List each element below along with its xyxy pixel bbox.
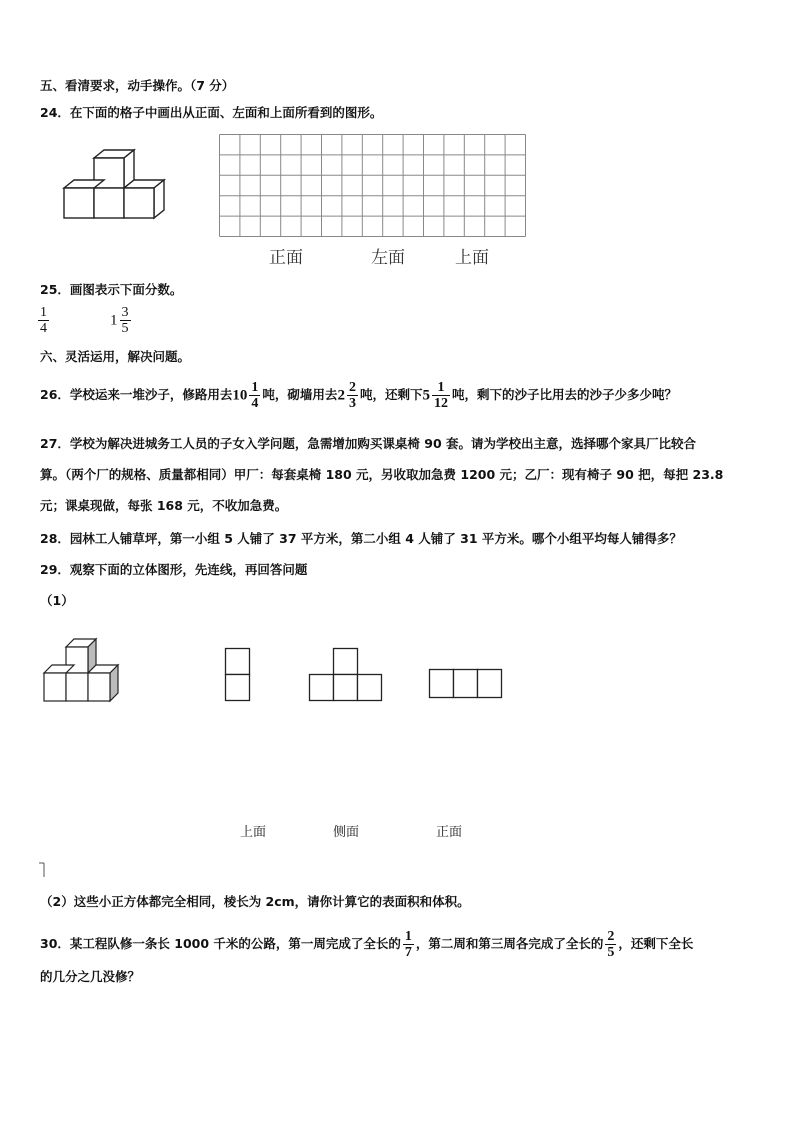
fraction-denominator: 12 [433, 396, 448, 411]
fraction-denominator: 3 [348, 396, 356, 411]
question-26 [40, 380, 677, 411]
fraction-numerator: 1 [432, 380, 450, 396]
fraction-denominator: 4 [251, 396, 259, 411]
question-27-number: 27． [40, 436, 70, 451]
question-30-number: 30． [40, 936, 70, 951]
question-26-text-1: 学校运来一堆沙子，修路用去 [69, 387, 233, 402]
question-29-number: 29． [40, 562, 70, 577]
question-30-text-3: ，还剩下全长 [618, 936, 694, 951]
question-28-text: 园林工人铺草坪，第一小组 5 人铺了 37 平方米，第二小组 4 人铺了 31 平方米。哪个小组平均每人铺得多？ [69, 531, 682, 546]
question-30-line-2: 的几分之几没修？ [40, 969, 141, 984]
q29-view-vertical[interactable] [225, 648, 255, 703]
fraction-numerator: 2 [348, 380, 356, 395]
question-27-line-3: 元；课桌现做，每张 168 元，不收加急费。 [40, 498, 288, 513]
question-28 [40, 530, 682, 548]
fraction-whole: 10 [232, 387, 248, 404]
fraction-numerator: 1 [251, 380, 259, 395]
question-27-line-2: 算。（两个厂的规格、质量都相同）甲厂：每套桌椅 180 元，另收取加急费 1200 元；乙厂：现有椅子 90 把，每把 23.8 [40, 467, 724, 482]
fraction-whole: 1 [110, 312, 118, 329]
q24-drawing-grid[interactable] [219, 134, 529, 239]
question-25-text: 画图表示下面分数。 [69, 282, 183, 297]
view-label-front: 正面 [436, 825, 463, 840]
question-30-line-1 [40, 929, 693, 960]
fraction-denominator: 5 [121, 321, 129, 336]
grid-label-front: 正面 [269, 248, 303, 268]
fraction-numerator: 1 [404, 929, 412, 944]
q25-fraction-1 [36, 305, 51, 336]
q29-view-t-shape[interactable] [309, 648, 389, 703]
fraction-denominator: 7 [404, 945, 412, 960]
grid-label-top: 上面 [455, 248, 489, 268]
grid-label-left: 左面 [371, 248, 405, 268]
question-24-number: 24． [40, 105, 70, 120]
fraction-whole: 2 [337, 387, 345, 404]
question-30-text-2: ，第二周和第三周各完成了全长的 [415, 936, 604, 951]
q25-fraction-2 [110, 305, 133, 336]
question-27-text-1: 学校为解决进城务工人员的子女入学问题，急需增加购买课桌椅 90 套。请为学校出主意，选择哪个家具厂比较合 [69, 436, 697, 451]
q29-view-horizontal[interactable] [429, 669, 509, 704]
view-label-side: 侧面 [333, 825, 360, 840]
question-29-text: 观察下面的立体图形，先连线，再回答问题 [69, 562, 308, 577]
view-label-top: 上面 [240, 825, 267, 840]
question-26-text-4: 吨，剩下的沙子比用去的沙子少多少吨？ [451, 387, 677, 402]
question-29 [40, 561, 307, 579]
question-28-number: 28． [40, 531, 70, 546]
section-5-heading: 五、看清要求，动手操作。（7 分） [40, 78, 235, 93]
question-24 [40, 104, 382, 122]
question-30-text-1: 某工程队修一条长 1000 千米的公路，第一周完成了全长的 [69, 936, 401, 951]
fraction-whole: 5 [422, 387, 430, 404]
question-26-text-2: 吨，砌墙用去 [262, 387, 338, 402]
question-29-part-1: （1） [40, 593, 74, 608]
fraction-numerator: 1 [40, 305, 47, 320]
corner-mark [38, 862, 48, 878]
question-24-text: 在下面的格子中画出从正面、左面和上面所看到的图形。 [69, 105, 383, 120]
fraction-denominator: 5 [607, 945, 615, 960]
question-27-line-1 [40, 435, 696, 453]
fraction-numerator: 3 [121, 305, 129, 320]
q24-solid-figure [60, 148, 180, 228]
fraction-denominator: 4 [40, 321, 47, 336]
question-25 [40, 281, 182, 299]
fraction-numerator: 2 [607, 929, 615, 944]
section-6-heading: 六、灵活运用，解决问题。 [40, 349, 191, 364]
question-29-part-2: （2）这些小正方体都完全相同，棱长为 2cm，请你计算它的表面积和体积。 [40, 894, 470, 909]
question-25-number: 25． [40, 282, 70, 297]
q29-solid-figure [44, 637, 124, 702]
question-26-text-3: 吨，还剩下 [359, 387, 423, 402]
question-26-number: 26． [40, 387, 70, 402]
